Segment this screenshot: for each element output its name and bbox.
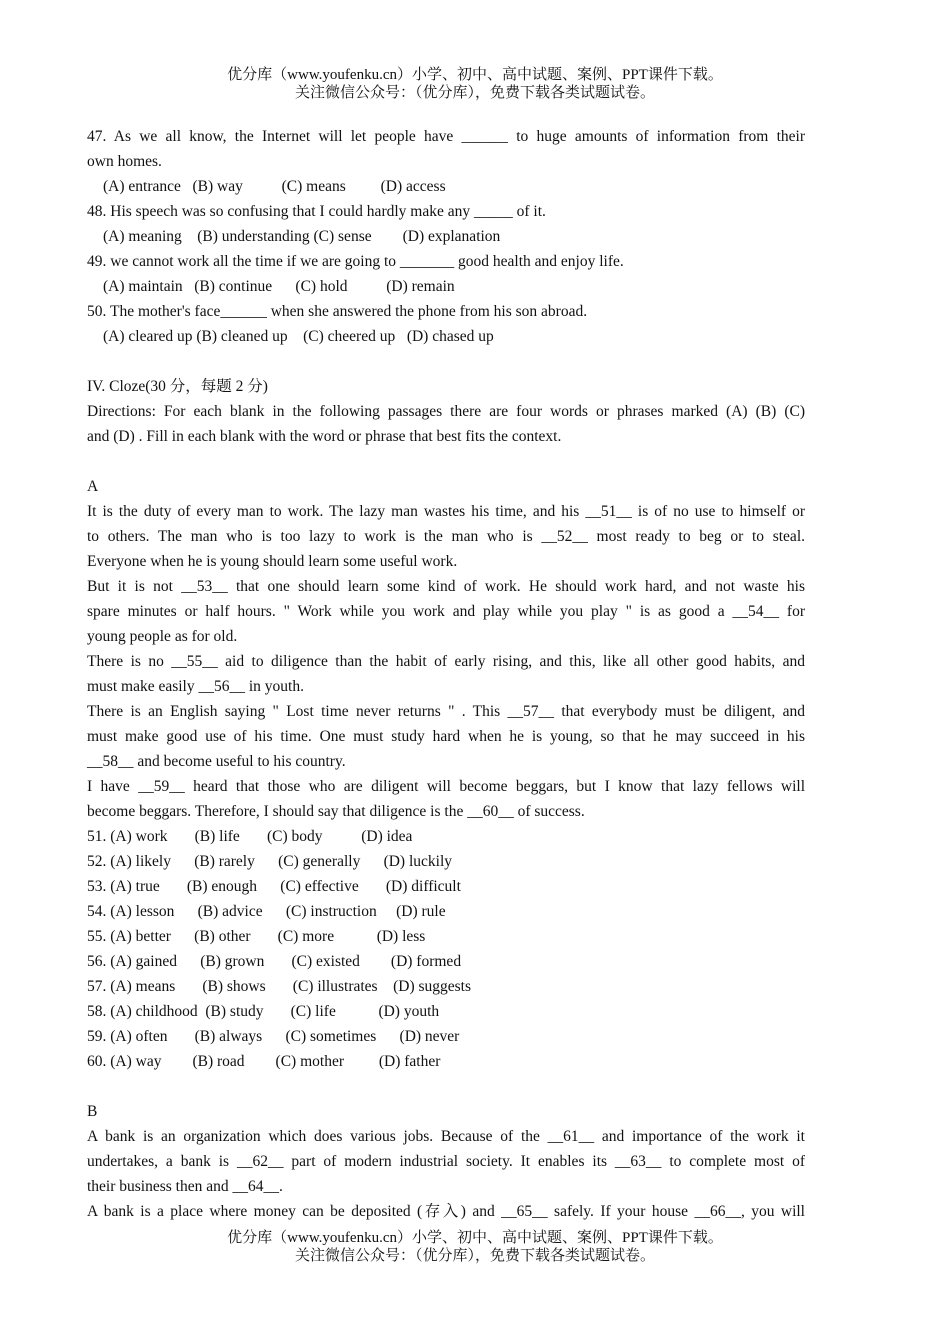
cloze-question-60: 60. (A) way (B) road (C) mother (D) father	[87, 1053, 441, 1070]
passage-a-line: become beggars. Therefore, I should say that diligence is the __60__ of success.	[87, 803, 585, 820]
directions-line-1: Directions: For each blank in the following passages there are four words or phrases marked (A) (B) (C)	[87, 403, 805, 420]
directions-line-2: and (D) . Fill in each blank with the word or phrase that best fits the context.	[87, 428, 562, 445]
passage-a-line: must make good use of his time. One must study hard when he is young, so that he may succeed in his	[87, 728, 805, 745]
section-title: IV. Cloze(30 分，每题 2 分)	[87, 378, 268, 395]
passage-b-line: A bank is an organization which does various jobs. Because of the __61__ and importance of the work it	[87, 1128, 805, 1145]
passage-b-label: B	[87, 1103, 98, 1120]
spacer	[87, 1074, 805, 1099]
passage-a-line: __58__ and become useful to his country.	[87, 753, 346, 770]
spacer	[87, 349, 805, 374]
passage-a-line: Everyone when he is young should learn some useful work.	[87, 553, 458, 570]
cloze-question-59: 59. (A) often (B) always (C) sometimes (D) never	[87, 1028, 460, 1045]
cloze-question-55: 55. (A) better (B) other (C) more (D) less	[87, 928, 426, 945]
question-50-stem: 50. The mother's face______ when she answered the phone from his son abroad.	[87, 303, 588, 320]
passage-b-line: A bank is a place where money can be deposited (存入) and __65__ safely. If your house __66__, you will	[87, 1203, 805, 1220]
cloze-question-51: 51. (A) work (B) life (C) body (D) idea	[87, 828, 413, 845]
question-49-stem: 49. we cannot work all the time if we are going to _______ good health and enjoy life.	[87, 253, 624, 270]
passage-a-line: It is the duty of every man to work. The lazy man wastes his time, and his __51__ is of no use to himself or	[87, 503, 805, 520]
cloze-question-52: 52. (A) likely (B) rarely (C) generally (D) luckily	[87, 853, 453, 870]
passage-b-line: their business then and __64__.	[87, 1178, 283, 1195]
passage-a-line: But it is not __53__ that one should learn some kind of work. He should work hard, and not waste his	[87, 578, 805, 595]
header-line-1: 优分库（www.youfenku.cn）小学、初中、高中试题、案例、PPT课件下载。	[227, 67, 723, 83]
question-47-stem-line-2: own homes.	[87, 153, 162, 170]
footer-line-2: 关注微信公众号：（优分库），免费下载各类试题试卷。	[294, 1248, 655, 1264]
passage-b-line: undertakes, a bank is __62__ part of modern industrial society. It enables its __63__ to complete most of	[87, 1153, 805, 1170]
passage-a-line: There is no __55__ aid to diligence than the habit of early rising, and this, like all other good habits, and	[87, 653, 805, 670]
question-47-options: (A) entrance (B) way (C) means (D) access	[103, 178, 446, 195]
footer-line-1: 优分库（www.youfenku.cn）小学、初中、高中试题、案例、PPT课件下载。	[227, 1230, 723, 1246]
passage-a-line: I have __59__ heard that those who are diligent will become beggars, but I know that lazy fellows will	[87, 778, 805, 795]
passage-a-line: There is an English saying " Lost time never returns " . This __57__ that everybody must be diligent, and	[87, 703, 805, 720]
passage-a-line: must make easily __56__ in youth.	[87, 678, 304, 695]
passage-a-line: to others. The man who is too lazy to work is the man who is __52__ most ready to beg or to steal.	[87, 528, 805, 545]
cloze-question-53: 53. (A) true (B) enough (C) effective (D) difficult	[87, 878, 461, 895]
cloze-question-58: 58. (A) childhood (B) study (C) life (D) youth	[87, 1003, 440, 1020]
cloze-question-56: 56. (A) gained (B) grown (C) existed (D) formed	[87, 953, 462, 970]
passage-a-label: A	[87, 478, 99, 495]
question-48-stem: 48. His speech was so confusing that I could hardly make any _____ of it.	[87, 203, 546, 220]
passage-a-line: spare minutes or half hours. " Work while you work and play while you play " is as good a __54__ for	[87, 603, 805, 620]
cloze-question-54: 54. (A) lesson (B) advice (C) instruction (D) rule	[87, 903, 446, 920]
question-49-options: (A) maintain (B) continue (C) hold (D) remain	[103, 278, 455, 295]
question-48-options: (A) meaning (B) understanding (C) sense (D) explanation	[103, 228, 501, 245]
passage-a-line: young people as for old.	[87, 628, 238, 645]
question-47-stem-line-1: 47. As we all know, the Internet will let people have ______ to huge amounts of information from their	[87, 128, 805, 145]
page-footer	[0, 1229, 950, 1265]
header-line-2: 关注微信公众号：（优分库），免费下载各类试题试卷。	[294, 85, 655, 101]
exam-content	[87, 124, 805, 1224]
spacer	[87, 449, 805, 474]
cloze-question-57: 57. (A) means (B) shows (C) illustrates (D) suggests	[87, 978, 472, 995]
page-header	[0, 66, 950, 102]
question-50-options: (A) cleared up (B) cleaned up (C) cheered up (D) chased up	[103, 328, 494, 345]
